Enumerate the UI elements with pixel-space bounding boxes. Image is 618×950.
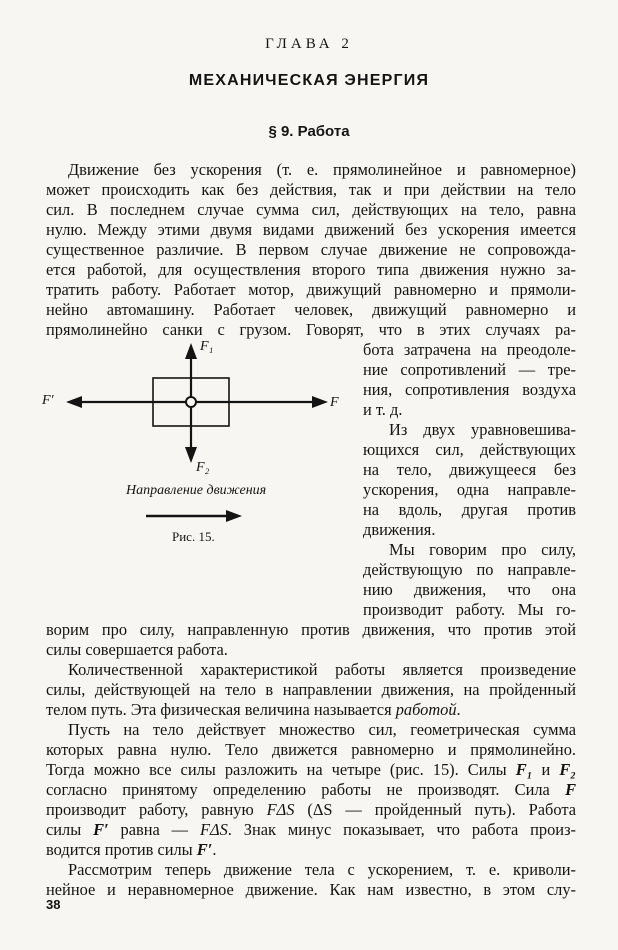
figure-caption: Рис. 15. bbox=[172, 529, 215, 544]
figure-forces bbox=[40, 335, 340, 555]
direction-label: Направление движения bbox=[126, 483, 267, 498]
center-point bbox=[186, 397, 196, 407]
section-title: § 9. Работа bbox=[268, 123, 350, 140]
text-line: ворим про силу, направленную против движения, что против этой bbox=[46, 620, 576, 639]
chapter-title: МЕХАНИЧЕСКАЯ ЭНЕРГИЯ bbox=[188, 72, 430, 89]
text-line: прямолинейно санки с грузом. Говорят, что в этих случаях ра- bbox=[46, 320, 576, 339]
text-line: тратить работу. Работает мотор, движущий равномерно и прямоли- bbox=[46, 280, 576, 299]
text-line: действующую по направле- bbox=[363, 560, 576, 579]
force-diagram bbox=[40, 335, 340, 555]
text-line: может происходить как без действия, так и при действии на тело bbox=[46, 180, 576, 199]
arrow-left-icon bbox=[66, 396, 82, 408]
text-line: Тогда можно все силы разложить на четыре (рис. 15). Силы F₁ и F₂ bbox=[46, 760, 576, 779]
text-line: ние сопротивлений — тре- bbox=[363, 360, 576, 379]
arrow-right-icon bbox=[312, 396, 328, 408]
text-line: ния, сопротивления воздуха bbox=[363, 380, 576, 399]
page-number: 38 bbox=[46, 897, 61, 912]
text-line: Из двух уравновешива- bbox=[389, 420, 576, 439]
text-line: Количественной характеристикой работы является произведение bbox=[68, 660, 576, 679]
label-F-prime: F′ bbox=[42, 393, 54, 408]
text-line: производит работу. Мы го- bbox=[363, 600, 576, 619]
term-work: работой bbox=[395, 700, 457, 719]
text-line: бота затрачена на преодоле- bbox=[363, 340, 576, 359]
direction-arrow-icon bbox=[226, 510, 242, 522]
arrow-up-icon bbox=[185, 343, 197, 359]
label-F2: F₂ bbox=[196, 460, 210, 475]
text-line: производит работу, равную FΔS (ΔS — пройденный путь). Работа bbox=[46, 800, 576, 819]
text-line: и т. д. bbox=[363, 400, 403, 419]
text-line: телом путь. Эта физическая величина называется работой. bbox=[46, 700, 461, 719]
text-line: Рассмотрим теперь движение тела с ускорением, т. е. криволи- bbox=[68, 860, 576, 879]
text-line: Пусть на тело действует множество сил, геометрическая сумма bbox=[68, 720, 576, 739]
text-line: ускорения, одна направле- bbox=[363, 480, 576, 499]
text-line: нейное и неравномерное движение. Как нам известно, в этом слу- bbox=[46, 880, 576, 899]
text-line: согласно принятому определению работы не производят. Сила F bbox=[46, 780, 576, 799]
text-line: силы совершается работа. bbox=[46, 640, 228, 659]
text-line: ющихся сил, действующих bbox=[363, 440, 576, 459]
text-line: нию движения, что она bbox=[363, 580, 576, 599]
text-line: движения. bbox=[363, 520, 436, 539]
text-line: существенное различие. В первом случае движение не сопровожда- bbox=[46, 240, 576, 259]
text-line: ется работой, для осуществления второго типа движения нужно за- bbox=[46, 260, 576, 279]
text-line: Мы говорим про силу, bbox=[389, 540, 576, 559]
chapter-label: ГЛАВА 2 bbox=[265, 36, 353, 52]
text-line: силы, действующей на тело в направлении движения, на пройденный bbox=[46, 680, 576, 699]
text-line: силы F′ равна — FΔS. Знак минус показывает, что работа произ- bbox=[46, 820, 576, 839]
label-F: F bbox=[330, 395, 339, 410]
label-F1: F₁ bbox=[200, 339, 214, 354]
text-line: Движение без ускорения (т. е. прямолинейное и равномерное) bbox=[68, 160, 576, 179]
text-line: водится против силы F′. bbox=[46, 840, 217, 859]
text-line: которых равна нулю. Тело движется равномерно и прямолинейно. bbox=[46, 740, 576, 759]
text-line: сил. В последнем случае сумма сил, действующих на тело, равна bbox=[46, 200, 576, 219]
text-line: нейно автомашину. Работает человек, движущий равномерно и bbox=[46, 300, 576, 319]
text-line: на вдоль, другая против bbox=[363, 500, 576, 519]
text-line: на тело, движущееся без bbox=[363, 460, 576, 479]
text-line: нулю. Между этими двумя видами движений без ускорения имеется bbox=[46, 220, 576, 239]
